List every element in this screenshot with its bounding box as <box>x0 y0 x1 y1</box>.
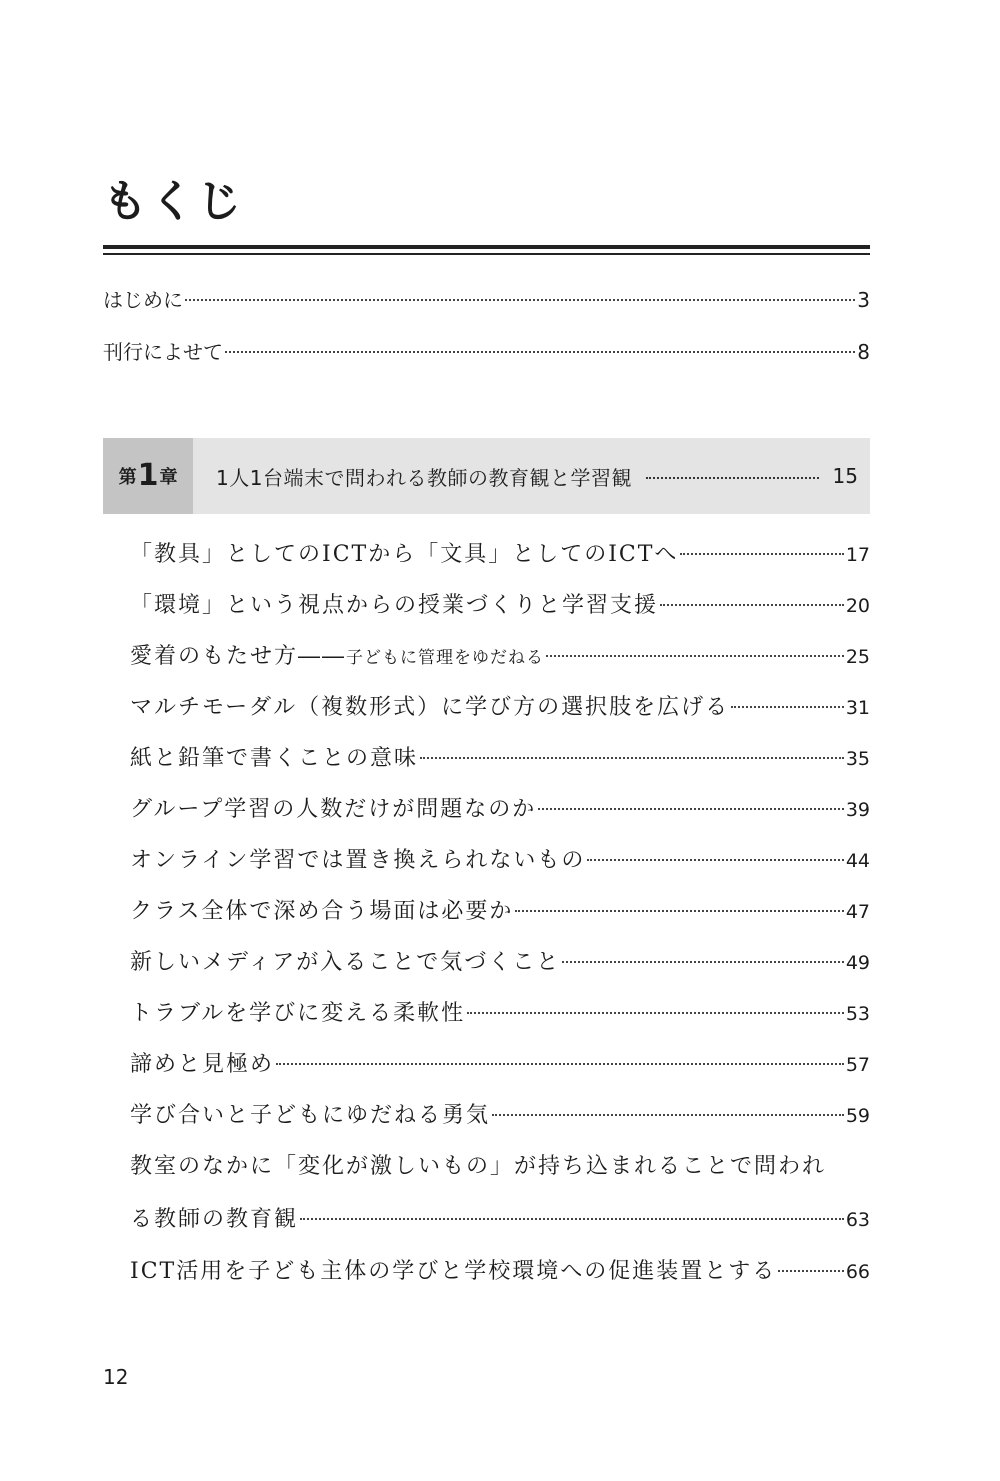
leader-dots <box>515 910 843 912</box>
toc-entry-label: マルチモーダル（複数形式）に学び方の選択肢を広げる <box>130 695 730 720</box>
toc-entry[interactable] <box>130 1202 870 1233</box>
leader-dots <box>276 1063 844 1065</box>
toc-entry[interactable] <box>130 1047 870 1078</box>
toc-entry-page: 17 <box>845 544 870 566</box>
leader-dots <box>467 1012 844 1014</box>
toc-entry-page: 39 <box>845 799 870 821</box>
title-rule-thin <box>103 253 870 255</box>
toc-entry-page: 53 <box>845 1003 870 1025</box>
toc-entry-kankou[interactable] <box>103 336 870 365</box>
page-number: 12 <box>103 1365 129 1389</box>
leader-dots <box>562 961 844 963</box>
toc-entry-label: 「環境」という視点からの授業づくりと学習支援 <box>130 593 659 618</box>
toc-entry[interactable] <box>130 996 870 1027</box>
toc-entry-label-line2: る教師の教育観 <box>130 1207 299 1232</box>
leader-dots <box>546 655 844 657</box>
toc-entry-label-line1[interactable]: 教室のなかに「変化が激しいもの」が持ち込まれることで問われ <box>130 1154 827 1179</box>
toc-entry-label: 紙と鉛筆で書くことの意味 <box>130 746 419 771</box>
toc-entry-page: 57 <box>845 1054 870 1076</box>
toc-entry[interactable] <box>130 741 870 772</box>
leader-dots <box>420 757 844 759</box>
toc-entry[interactable] <box>130 537 870 568</box>
leader-dots <box>300 1218 844 1220</box>
leader-dots <box>538 808 844 810</box>
toc-entry-page: 49 <box>845 952 870 974</box>
toc-entry[interactable] <box>130 1254 870 1285</box>
toc-entry-label <box>130 639 544 670</box>
leader-dots <box>587 859 843 861</box>
toc-entry-label: ICT活用を子ども主体の学びと学校環境への促進装置とする <box>130 1259 777 1284</box>
toc-entry-label: はじめに <box>103 288 183 312</box>
toc-entry-label: オンライン学習では置き換えられないもの <box>130 848 586 873</box>
leader-dots <box>680 553 843 555</box>
toc-entry-page: 44 <box>845 850 870 872</box>
toc-entry-page: 35 <box>845 748 870 770</box>
toc-entry-page: 59 <box>845 1105 870 1127</box>
leader-dots <box>185 299 855 301</box>
chapter-number-label <box>103 438 193 514</box>
toc-entry-page: 66 <box>845 1261 870 1283</box>
toc-entry-label: 「教具」としてのICTから「文具」としてのICTへ <box>130 542 679 567</box>
toc-entry-page: 3 <box>857 288 870 312</box>
toc-entry-page: 63 <box>845 1209 870 1231</box>
toc-entry-label: クラス全体で深め合う場面は必要か <box>130 899 514 924</box>
leader-dots <box>778 1270 844 1272</box>
chapter-number: 1 <box>137 458 159 493</box>
chapter-title-row <box>216 438 858 514</box>
leader-dots <box>660 604 844 606</box>
toc-entry-label: 新しいメディアが入ることで気づくこと <box>130 950 561 975</box>
toc-entry-page: 47 <box>845 901 870 923</box>
toc-entry-page: 20 <box>845 595 870 617</box>
toc-entry-page: 8 <box>857 340 870 364</box>
toc-entry-page: 25 <box>845 646 870 668</box>
toc-entry[interactable] <box>130 843 870 874</box>
chapter-header[interactable] <box>103 438 870 514</box>
page-title: もくじ <box>103 176 244 227</box>
toc-entry-label-sub: 子どもに管理をゆだねる <box>346 648 545 668</box>
toc-entry-label: 刊行によせて <box>103 340 223 364</box>
toc-entry-page: 31 <box>845 697 870 719</box>
chapter-page: 15 <box>832 464 858 488</box>
toc-entry-label: グループ学習の人数だけが問題なのか <box>130 797 537 822</box>
chapter-prefix: 第 <box>118 467 137 488</box>
toc-entry-hajimeni[interactable] <box>103 284 870 313</box>
toc-entry[interactable] <box>130 894 870 925</box>
toc-entry[interactable] <box>130 1098 870 1129</box>
toc-entry-label: トラブルを学びに変える柔軟性 <box>130 1001 466 1026</box>
toc-entry-label: 諦めと見極め <box>130 1052 275 1077</box>
leader-dots <box>731 706 844 708</box>
leader-dots <box>492 1114 844 1116</box>
leader-dots <box>646 477 819 479</box>
leader-dots <box>225 351 855 353</box>
toc-entry-label-main: 愛着のもたせ方―― <box>130 644 347 669</box>
chapter-title: 1人1台端末で問われる教師の教育観と学習観 <box>216 465 632 490</box>
title-rule-thick <box>103 245 870 249</box>
toc-entry[interactable] <box>130 792 870 823</box>
toc-entry[interactable] <box>130 945 870 976</box>
toc-entry[interactable] <box>130 588 870 619</box>
toc-entry[interactable] <box>130 639 870 670</box>
toc-entry[interactable] <box>130 690 870 721</box>
toc-entry-label: 学び合いと子どもにゆだねる勇気 <box>130 1103 491 1128</box>
chapter-suffix: 章 <box>159 467 178 488</box>
